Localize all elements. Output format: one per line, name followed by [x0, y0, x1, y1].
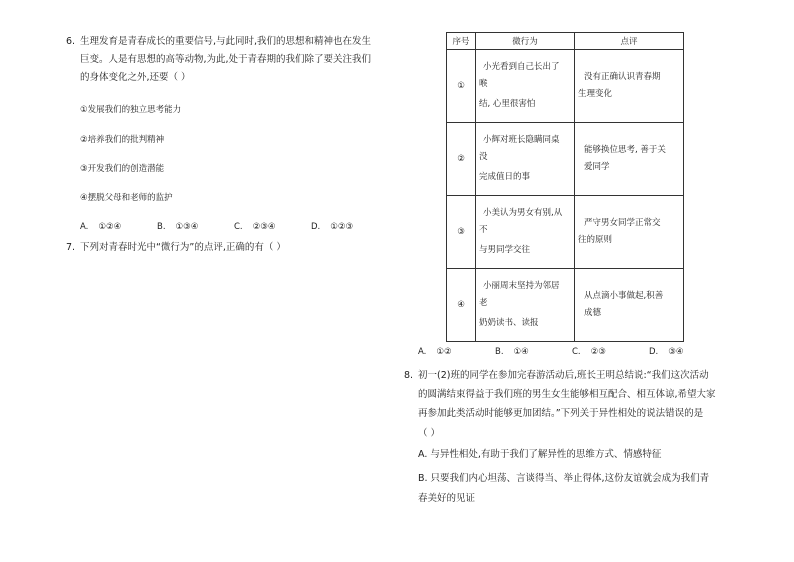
q7-table [446, 32, 684, 342]
q6-choice-c[interactable] [234, 221, 276, 233]
table-row [447, 196, 684, 269]
q8-line-1: 初一(2)班的同学在参加完春游活动后,班长王明总结说:“我们这次活动 [418, 370, 709, 381]
row-behavior [476, 50, 575, 123]
q6-choice-b-text: ①③④ [175, 222, 199, 232]
q7-choice-c[interactable] [572, 346, 606, 358]
table-row [447, 50, 684, 123]
q6-choice-a[interactable] [80, 221, 121, 233]
behavior-line: 结, 心里很害怕 [479, 99, 536, 109]
comment-line: 爱同学 [584, 162, 610, 172]
q7-choice-b-letter: B. [495, 347, 504, 357]
q8-line-2: 的圆满结束得益于我们班的男生女生能够相互配合、相互体谅,希望大家 [418, 389, 716, 400]
table-header-row [447, 33, 684, 50]
row-number: ① [447, 50, 476, 123]
q8-line-3: 再参加此类活动时能够更加团结。”下列关于异性相处的说法错误的是 [418, 408, 704, 419]
behavior-line: 小丽周末坚持为邻居 [483, 281, 560, 291]
q7-choice-c-letter: C. [572, 347, 581, 357]
q6-number: 6. [66, 36, 76, 47]
q6-choice-d-letter: D. [311, 222, 321, 232]
q6-choice-d-text: ①②③ [330, 222, 354, 232]
q6-choice-b[interactable] [157, 221, 198, 233]
q8-line-4: （ ） [418, 428, 441, 439]
q7-choice-a-letter: A. [418, 347, 427, 357]
q6-option-1: ①发展我们的独立思考能力 [80, 105, 182, 115]
behavior-line: 没 [479, 152, 488, 162]
behavior-line: 与男同学交往 [479, 245, 531, 255]
header-comment: 点评 [575, 33, 684, 50]
header-behavior: 微行为 [476, 33, 575, 50]
row-comment [575, 50, 684, 123]
row-number: ③ [447, 196, 476, 269]
q8-option-b-line-2: 春美好的见证 [418, 493, 476, 504]
behavior-line: 完成值日的事 [479, 172, 531, 182]
behavior-line: 小光看到自己长出了 [483, 62, 560, 72]
row-behavior [476, 196, 575, 269]
q7-choice-d-letter: D. [649, 347, 659, 357]
row-number: ② [447, 123, 476, 196]
q7-choice-c-text: ②③ [590, 347, 606, 357]
q8-option-b-line-1[interactable]: B. 只要我们内心坦荡、言谈得当、举止得体,这份友谊就会成为我们青 [418, 473, 710, 484]
q8-number: 8. [404, 370, 414, 381]
q6-option-4: ④摆脱父母和老师的监护 [80, 193, 173, 203]
q6-choice-d[interactable] [311, 221, 353, 233]
behavior-line: 老 [479, 298, 488, 308]
table-row [447, 269, 684, 342]
table-row [447, 123, 684, 196]
q7-choice-a-text: ①② [436, 347, 452, 357]
q7-number: 7. [66, 242, 76, 253]
q6-choice-c-letter: C. [234, 222, 243, 232]
row-comment [575, 123, 684, 196]
q6-line-3: 的身体变化之外,还要（ ） [80, 72, 191, 83]
q6-line-1: 生理发育是青春成长的重要信号,与此同时,我们的思想和精神也在发生 [80, 36, 372, 47]
q7-choice-d-text: ③④ [668, 347, 684, 357]
comment-line: 从点滴小事做起,积善 [584, 291, 664, 301]
q7-stem: 下列对青春时光中“微行为”的点评,正确的有（ ） [80, 242, 286, 253]
row-comment [575, 269, 684, 342]
row-behavior [476, 269, 575, 342]
comment-line: 往的原则 [578, 235, 613, 245]
row-behavior [476, 123, 575, 196]
q8-option-a[interactable]: A. 与异性相处,有助于我们了解异性的思维方式、情感特征 [418, 449, 662, 460]
q7-choice-b-text: ①④ [513, 347, 529, 357]
header-number: 序号 [447, 33, 476, 50]
behavior-line: 奶奶读书、读报 [479, 318, 539, 328]
comment-line: 成德 [584, 308, 602, 318]
behavior-line: 不 [479, 225, 488, 235]
comment-line: 生理变化 [578, 89, 613, 99]
q6-option-3: ③开发我们的创造潜能 [80, 164, 165, 174]
behavior-line: 小美认为男女有别,从 [483, 208, 563, 218]
q6-choice-a-letter: A. [80, 222, 89, 232]
q7-choice-a[interactable] [418, 346, 452, 358]
q7-choice-d[interactable] [649, 346, 684, 358]
behavior-line: 小辉对班长隐瞒同桌 [483, 135, 560, 145]
q6-option-2: ②培养我们的批判精神 [80, 135, 165, 145]
q6-choice-b-letter: B. [157, 222, 166, 232]
q6-line-2: 巨变。人是有思想的高等动物,为此,处于青春期的我们除了要关注我们 [80, 54, 372, 65]
row-comment [575, 196, 684, 269]
comment-line: 严守男女同学正常交 [584, 218, 661, 228]
comment-line: 没有正确认识青春期 [584, 72, 661, 82]
row-number: ④ [447, 269, 476, 342]
comment-line: 能够换位思考, 善于关 [584, 145, 666, 155]
behavior-line: 喉 [479, 79, 488, 89]
q6-choice-c-text: ②③④ [252, 222, 276, 232]
q7-choice-b[interactable] [495, 346, 529, 358]
q6-choice-a-text: ①②④ [98, 222, 122, 232]
